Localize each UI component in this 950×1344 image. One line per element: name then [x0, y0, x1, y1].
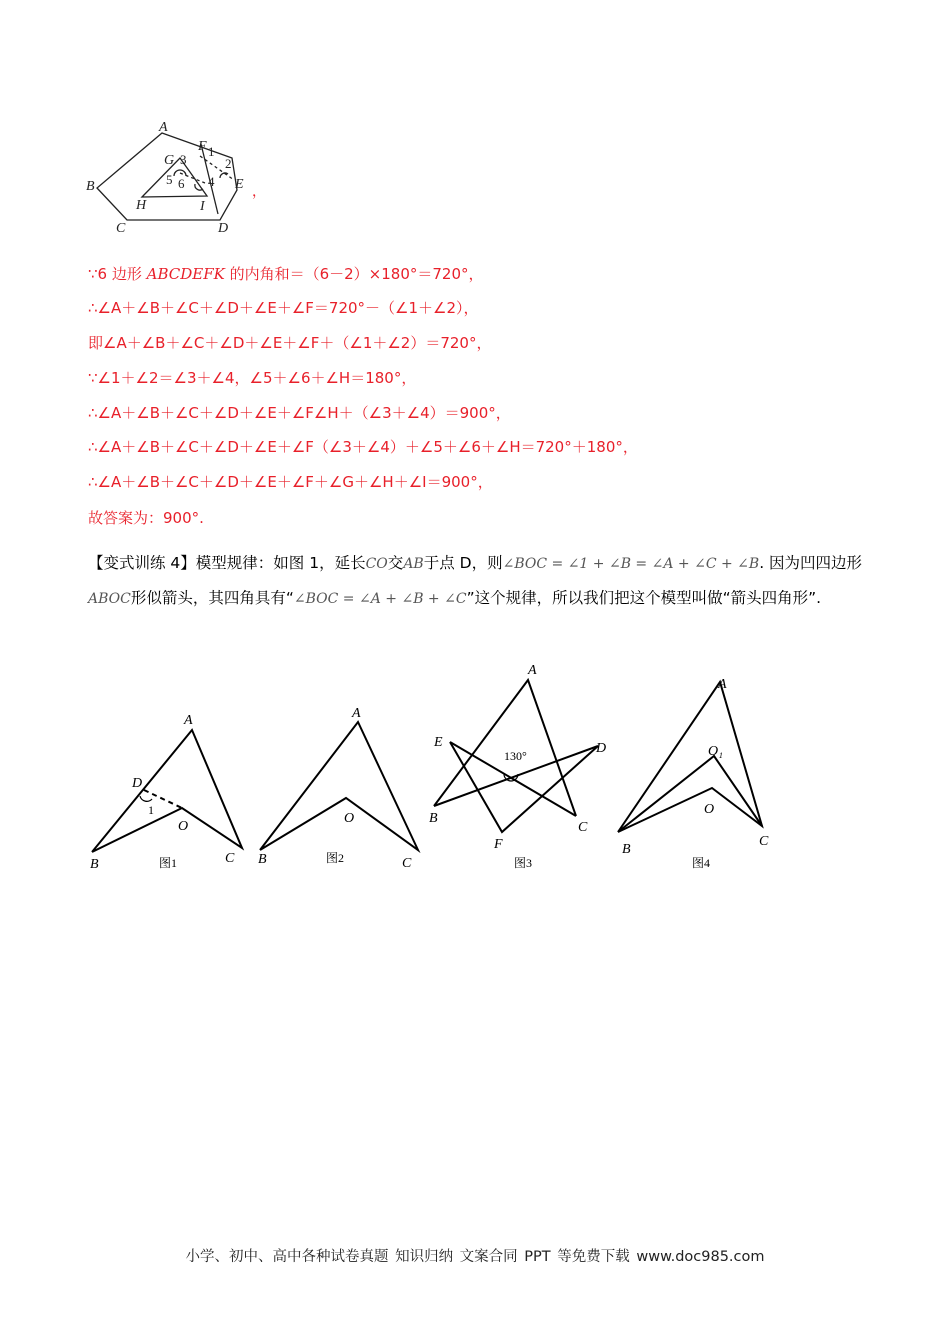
label-1: 1 [208, 144, 215, 159]
inner-triangle [142, 158, 207, 197]
label-g: G [164, 153, 175, 168]
arrow-figures [82, 660, 782, 880]
fig4-label-o: O [704, 802, 715, 817]
fig1-caption: 图1 [159, 856, 178, 870]
fig3-label-b: B [429, 811, 438, 826]
solution-line-2: ∴∠A＋∠B＋∠C＋∠D＋∠E＋∠F＝720°－（∠1＋∠2）， [88, 299, 479, 317]
fig4-inner [618, 756, 762, 832]
fig4-label-c: C [759, 834, 769, 849]
fig2-label-a: A [352, 706, 361, 721]
fig3-label-a: A [528, 663, 537, 678]
arc-2 [220, 173, 228, 178]
fig4-outer [618, 682, 762, 832]
fig1-label-d: D [132, 776, 143, 791]
fig1-angle-arc [140, 796, 152, 801]
label-5: 5 [166, 172, 173, 187]
label-4: 4 [208, 174, 215, 189]
label-2: 2 [225, 156, 232, 171]
pentagon-figure [82, 118, 282, 243]
fig2-shape [260, 722, 418, 850]
fig3-caption: 图3 [514, 856, 533, 870]
fig4-caption: 图4 [692, 856, 711, 870]
solution-line-4: ∵∠1＋∠2＝∠3＋∠4，∠5＋∠6＋∠H＝180°， [88, 369, 417, 387]
page-footer: 小学、初中、高中各种试卷真题 知识归纳 文案合同 PPT 等免费下载 www.doc985.com [185, 1249, 765, 1265]
label-6: 6 [178, 176, 185, 191]
fig1-shape [92, 730, 242, 852]
fig3-label-f: F [494, 837, 503, 852]
fig4-label-o1: O₁ [708, 744, 723, 759]
fig3-lines-bac [434, 680, 576, 816]
fig1-label-c: C [225, 851, 235, 866]
fig3-label-d: D [596, 741, 607, 756]
label-c: C [116, 221, 126, 236]
figure-trail-comma: ， [252, 185, 266, 200]
fig2-label-o: O [344, 811, 355, 826]
fig3-label-c: C [578, 820, 588, 835]
problem-text: 【变式训练 4】模型规律：如图 1，延长CO交AB于点 D，则∠BOC = ∠1 + ∠B = ∠A + ∠C + ∠B. 因为凹四边形ABOC形似箭头，其四角具有“∠BOC = ∠A + ∠B + ∠C”这个规律，所以我们把这个模型叫做“箭头四角形”. [88, 554, 863, 607]
fig2-caption: 图2 [326, 851, 345, 865]
fig1-label-o: O [178, 819, 189, 834]
solution-line-3: 即∠A＋∠B＋∠C＋∠D＋∠E＋∠F＋（∠1＋∠2）＝720°， [88, 334, 492, 352]
fig2-label-b: B [258, 852, 267, 867]
solution-answer: 故答案为：900°. [88, 509, 204, 527]
fig4-label-a: A [718, 677, 727, 692]
fig1-label-b: B [90, 857, 99, 872]
label-3: 3 [180, 152, 187, 167]
solution-line-1: ∵6 边形 ABCDEFK 的内角和＝（6－2）×180°＝720°， [88, 265, 484, 283]
label-b: B [86, 179, 95, 194]
label-f: F [198, 139, 207, 154]
fig3-label-e: E [434, 735, 443, 750]
label-a: A [159, 120, 168, 135]
fig2-label-c: C [402, 856, 412, 871]
solution-line-6: ∴∠A＋∠B＋∠C＋∠D＋∠E＋∠F（∠3＋∠4）＋∠5＋∠6＋∠H＝720°＋180°， [88, 438, 638, 456]
label-i: I [200, 199, 205, 214]
fig4-label-b: B [622, 842, 631, 857]
label-d: D [218, 221, 229, 236]
fig1-angle-label: 1 [148, 803, 154, 817]
solution-line-5: ∴∠A＋∠B＋∠C＋∠D＋∠E＋∠F∠H＋（∠3＋∠4）＝900°， [88, 404, 511, 422]
label-h: H [136, 198, 147, 213]
fig1-label-a: A [184, 713, 193, 728]
solution-line-7: ∴∠A＋∠B＋∠C＋∠D＋∠E＋∠F＋∠G＋∠H＋∠I＝900°， [88, 473, 493, 491]
label-e: E [235, 177, 244, 192]
fig3-angle-label: 130° [504, 749, 527, 763]
